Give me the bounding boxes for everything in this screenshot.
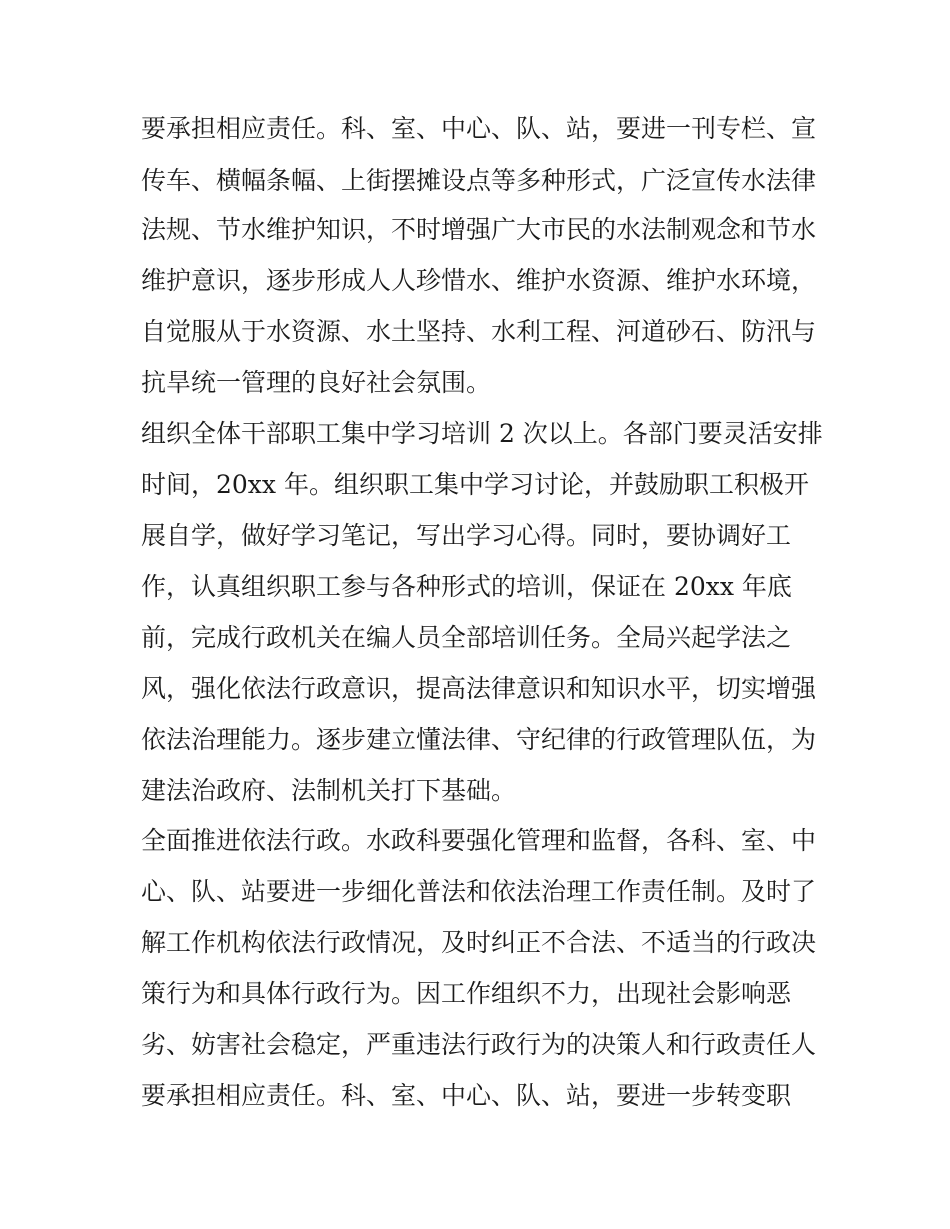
text-line: 要承担相应责任。科、室、中心、队、站，要进一步转变职 xyxy=(141,1081,792,1110)
text-line: 时间，20xx 年。组织职工集中学习讨论，并鼓励职工积极开 xyxy=(141,470,809,499)
text-line: 建法治政府、法制机关打下基础。 xyxy=(141,776,517,805)
text-line: 传车、横幅条幅、上街摆摊设点等多种形式，广泛宣传水法律 xyxy=(141,166,817,195)
text-line: 维护意识，逐步形成人人珍惜水、维护水资源、维护水环境， xyxy=(141,266,817,295)
text-line: 作，认真组织职工参与各种形式的培训，保证在 20xx 年底 xyxy=(141,572,792,601)
text-line: 抗旱统一管理的良好社会氛围。 xyxy=(141,368,492,397)
text-line: 法规、节水维护知识，不时增强广大市民的水法制观念和节水 xyxy=(141,215,817,244)
text-line: 解工作机构依法行政情况，及时纠正不合法、不适当的行政决 xyxy=(141,928,817,957)
text-line: 策行为和具体行政行为。因工作组织不力，出现社会影响恶 xyxy=(141,979,792,1008)
text-line: 自觉服从于水资源、水土坚持、水利工程、河道砂石、防汛与 xyxy=(141,317,817,346)
text-line: 依法治理能力。逐步建立懂法律、守纪律的行政管理队伍，为 xyxy=(141,725,817,754)
text-line: 心、队、站要进一步细化普法和依法治理工作责任制。及时了 xyxy=(141,877,817,906)
text-line: 前，完成行政机关在编人员全部培训任务。全局兴起学法之 xyxy=(141,623,792,652)
text-line: 组织全体干部职工集中学习培训 2 次以上。各部门要灵活安排 xyxy=(141,419,823,448)
text-line: 风，强化依法行政意识，提高法律意识和知识水平，切实增强 xyxy=(141,674,817,703)
text-line: 劣、妨害社会稳定，严重违法行政行为的决策人和行政责任人 xyxy=(141,1030,817,1059)
text-line: 展自学，做好学习笔记，写出学习心得。同时，要协调好工 xyxy=(141,521,792,550)
text-line: 要承担相应责任。科、室、中心、队、站，要进一刊专栏、宣 xyxy=(141,114,817,143)
text-line: 全面推进依法行政。水政科要强化管理和监督，各科、室、中 xyxy=(141,826,817,855)
